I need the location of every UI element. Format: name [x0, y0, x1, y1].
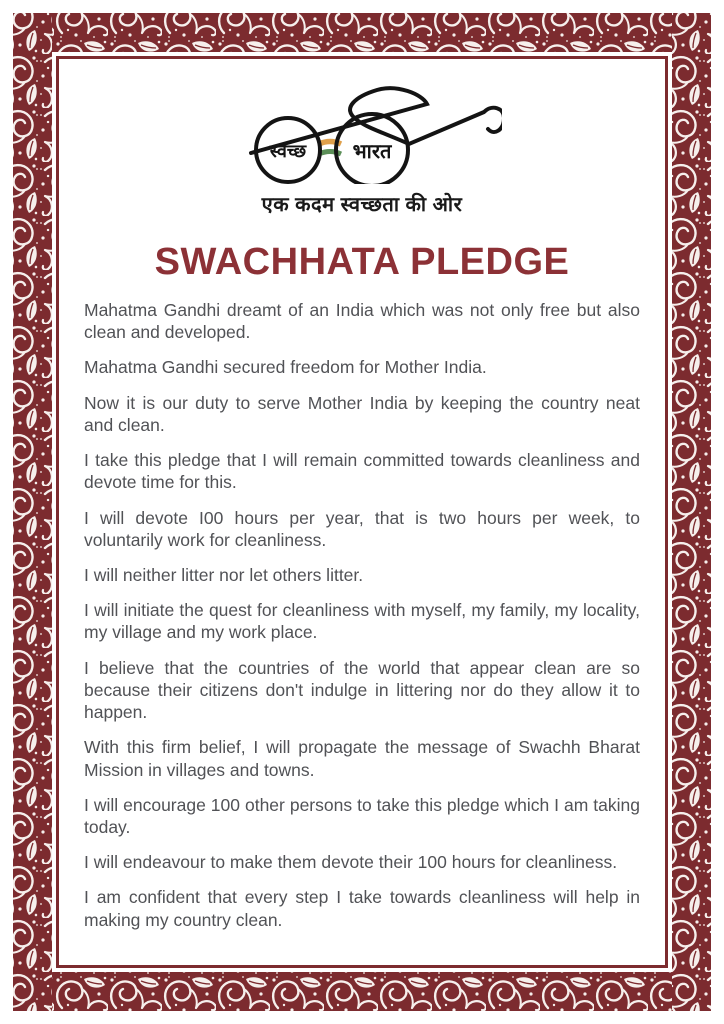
gandhi-spectacles-icon — [222, 84, 502, 184]
pledge-paragraph: I will neither litter nor let others litter. — [84, 564, 364, 585]
right-lens-label: भारत — [352, 141, 392, 163]
pledge-paragraph: I will endeavour to make them devote their 100 hours for cleanliness. — [84, 852, 618, 873]
logo-tagline: एक कदम स्वच्छता की ओर — [261, 194, 463, 216]
pledge-paragraph: Mahatma Gandhi dreamt of an India which was not only free but also clean and developed. — [84, 300, 640, 343]
pledge-paragraph: I will encourage 100 other persons to take this pledge which I am taking today. — [84, 794, 640, 837]
pledge-paragraph: I believe that the countries of the world that appear clean are so because their citizens don't indulge in littering nor do they allow it to happen. — [84, 657, 640, 723]
pledge-paragraph: I take this pledge that I will remain committed towards cleanliness and devote time for this. — [84, 450, 640, 493]
pledge-paragraph: With this firm belief, I will propagate the message of Swachh Bharat Mission in villages and towns. — [84, 737, 640, 780]
pledge-paragraph: Now it is our duty to serve Mother India by keeping the country neat and clean. — [84, 392, 640, 435]
pledge-text-block — [84, 299, 640, 931]
pledge-paragraph: I am confident that every step I take towards cleanliness will help in making my country clean. — [84, 887, 640, 930]
pledge-paragraph: Mahatma Gandhi secured freedom for Mother India. — [84, 357, 487, 378]
page-title: SWACHHATA PLEDGE — [154, 241, 570, 283]
left-lens-label: स्वच्छ — [269, 141, 307, 161]
pledge-paragraph: I will devote I00 hours per year, that is two hours per week, to voluntarily work for cleanliness. — [84, 507, 640, 550]
pledge-paragraph: I will initiate the quest for cleanliness with myself, my family, my locality, my village and my work place. — [84, 600, 640, 643]
swachh-bharat-logo — [84, 84, 640, 217]
